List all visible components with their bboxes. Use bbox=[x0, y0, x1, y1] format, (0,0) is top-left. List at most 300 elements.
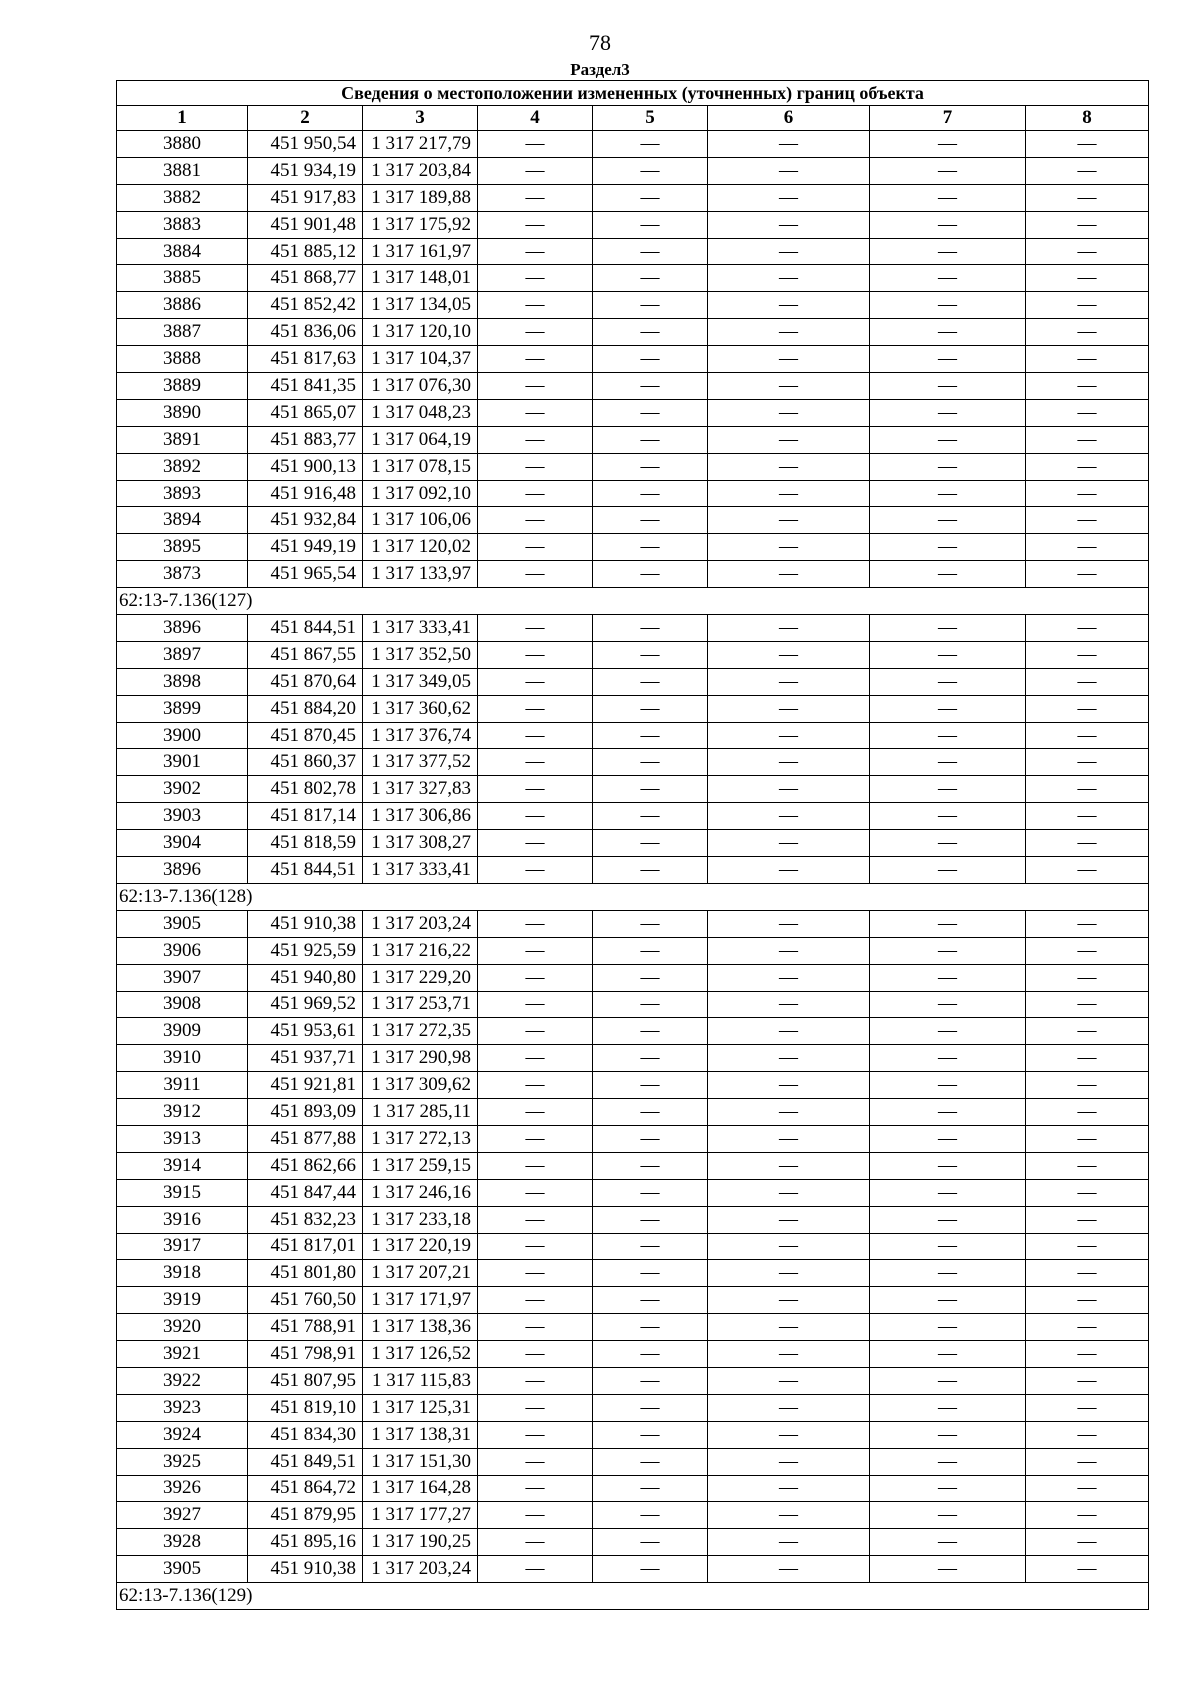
empty-value-cell: — bbox=[708, 857, 870, 884]
x-coordinate-cell: 451 883,77 bbox=[248, 426, 363, 453]
empty-value-cell: — bbox=[478, 695, 593, 722]
table-row bbox=[117, 346, 1149, 373]
empty-value-cell: — bbox=[870, 1233, 1026, 1260]
empty-value-cell: — bbox=[708, 184, 870, 211]
y-coordinate-cell: 1 317 229,20 bbox=[363, 964, 478, 991]
x-coordinate-cell: 451 868,77 bbox=[248, 265, 363, 292]
x-coordinate-cell: 451 932,84 bbox=[248, 507, 363, 534]
empty-value-cell: — bbox=[1026, 1018, 1149, 1045]
table-row bbox=[117, 991, 1149, 1018]
empty-value-cell: — bbox=[870, 722, 1026, 749]
y-coordinate-cell: 1 317 115,83 bbox=[363, 1367, 478, 1394]
y-coordinate-cell: 1 317 092,10 bbox=[363, 480, 478, 507]
empty-value-cell: — bbox=[1026, 1475, 1149, 1502]
point-id-cell: 3911 bbox=[117, 1072, 248, 1099]
point-id-cell: 3921 bbox=[117, 1341, 248, 1368]
empty-value-cell: — bbox=[478, 534, 593, 561]
group-header-row bbox=[117, 1583, 1149, 1610]
parcel-group-label: 62:13-7.136(128) bbox=[117, 883, 1149, 910]
y-coordinate-cell: 1 317 216,22 bbox=[363, 937, 478, 964]
empty-value-cell: — bbox=[593, 722, 708, 749]
column-number: 8 bbox=[1026, 106, 1149, 131]
empty-value-cell: — bbox=[1026, 184, 1149, 211]
table-row bbox=[117, 480, 1149, 507]
empty-value-cell: — bbox=[708, 265, 870, 292]
x-coordinate-cell: 451 860,37 bbox=[248, 749, 363, 776]
empty-value-cell: — bbox=[1026, 373, 1149, 400]
point-id-cell: 3928 bbox=[117, 1529, 248, 1556]
empty-value-cell: — bbox=[870, 803, 1026, 830]
empty-value-cell: — bbox=[708, 991, 870, 1018]
group-header-row bbox=[117, 883, 1149, 910]
table-row bbox=[117, 1125, 1149, 1152]
empty-value-cell: — bbox=[708, 1287, 870, 1314]
x-coordinate-cell: 451 819,10 bbox=[248, 1394, 363, 1421]
table-row bbox=[117, 857, 1149, 884]
point-id-cell: 3905 bbox=[117, 910, 248, 937]
empty-value-cell: — bbox=[593, 991, 708, 1018]
y-coordinate-cell: 1 317 048,23 bbox=[363, 399, 478, 426]
empty-value-cell: — bbox=[708, 641, 870, 668]
empty-value-cell: — bbox=[870, 1125, 1026, 1152]
empty-value-cell: — bbox=[593, 292, 708, 319]
point-id-cell: 3883 bbox=[117, 211, 248, 238]
empty-value-cell: — bbox=[478, 910, 593, 937]
empty-value-cell: — bbox=[593, 1260, 708, 1287]
empty-value-cell: — bbox=[708, 1367, 870, 1394]
y-coordinate-cell: 1 317 203,24 bbox=[363, 1556, 478, 1583]
point-id-cell: 3914 bbox=[117, 1152, 248, 1179]
empty-value-cell: — bbox=[708, 1206, 870, 1233]
x-coordinate-cell: 451 798,91 bbox=[248, 1341, 363, 1368]
empty-value-cell: — bbox=[870, 1099, 1026, 1126]
y-coordinate-cell: 1 317 333,41 bbox=[363, 615, 478, 642]
column-number: 2 bbox=[248, 106, 363, 131]
empty-value-cell: — bbox=[593, 1206, 708, 1233]
empty-value-cell: — bbox=[1026, 1152, 1149, 1179]
group-header-row bbox=[117, 588, 1149, 615]
y-coordinate-cell: 1 317 138,31 bbox=[363, 1421, 478, 1448]
table-row bbox=[117, 1233, 1149, 1260]
parcel-group-label: 62:13-7.136(129) bbox=[117, 1583, 1149, 1610]
y-coordinate-cell: 1 317 259,15 bbox=[363, 1152, 478, 1179]
empty-value-cell: — bbox=[593, 1045, 708, 1072]
y-coordinate-cell: 1 317 133,97 bbox=[363, 561, 478, 588]
empty-value-cell: — bbox=[1026, 346, 1149, 373]
y-coordinate-cell: 1 317 207,21 bbox=[363, 1260, 478, 1287]
empty-value-cell: — bbox=[1026, 776, 1149, 803]
empty-value-cell: — bbox=[1026, 1099, 1149, 1126]
empty-value-cell: — bbox=[593, 857, 708, 884]
empty-value-cell: — bbox=[1026, 534, 1149, 561]
empty-value-cell: — bbox=[870, 373, 1026, 400]
y-coordinate-cell: 1 317 076,30 bbox=[363, 373, 478, 400]
empty-value-cell: — bbox=[1026, 1502, 1149, 1529]
empty-value-cell: — bbox=[708, 399, 870, 426]
empty-value-cell: — bbox=[1026, 641, 1149, 668]
table-body bbox=[117, 131, 1149, 1610]
table-row bbox=[117, 749, 1149, 776]
y-coordinate-cell: 1 317 360,62 bbox=[363, 695, 478, 722]
empty-value-cell: — bbox=[478, 211, 593, 238]
point-id-cell: 3896 bbox=[117, 857, 248, 884]
empty-value-cell: — bbox=[870, 157, 1026, 184]
empty-value-cell: — bbox=[478, 1421, 593, 1448]
y-coordinate-cell: 1 317 306,86 bbox=[363, 803, 478, 830]
empty-value-cell: — bbox=[708, 1475, 870, 1502]
empty-value-cell: — bbox=[478, 1314, 593, 1341]
point-id-cell: 3891 bbox=[117, 426, 248, 453]
x-coordinate-cell: 451 893,09 bbox=[248, 1099, 363, 1126]
x-coordinate-cell: 451 788,91 bbox=[248, 1314, 363, 1341]
empty-value-cell: — bbox=[478, 238, 593, 265]
empty-value-cell: — bbox=[708, 1502, 870, 1529]
y-coordinate-cell: 1 317 161,97 bbox=[363, 238, 478, 265]
empty-value-cell: — bbox=[478, 991, 593, 1018]
table-row bbox=[117, 292, 1149, 319]
y-coordinate-cell: 1 317 177,27 bbox=[363, 1502, 478, 1529]
empty-value-cell: — bbox=[593, 1125, 708, 1152]
section-label: Раздел3 bbox=[570, 60, 630, 79]
table-row bbox=[117, 534, 1149, 561]
empty-value-cell: — bbox=[870, 641, 1026, 668]
y-coordinate-cell: 1 317 175,92 bbox=[363, 211, 478, 238]
empty-value-cell: — bbox=[708, 1260, 870, 1287]
empty-value-cell: — bbox=[593, 131, 708, 158]
coordinates-table-container bbox=[116, 80, 1148, 1610]
empty-value-cell: — bbox=[593, 1448, 708, 1475]
table-row bbox=[117, 507, 1149, 534]
empty-value-cell: — bbox=[1026, 399, 1149, 426]
point-id-cell: 3896 bbox=[117, 615, 248, 642]
empty-value-cell: — bbox=[708, 695, 870, 722]
empty-value-cell: — bbox=[1026, 1125, 1149, 1152]
empty-value-cell: — bbox=[870, 1556, 1026, 1583]
y-coordinate-cell: 1 317 352,50 bbox=[363, 641, 478, 668]
y-coordinate-cell: 1 317 309,62 bbox=[363, 1072, 478, 1099]
x-coordinate-cell: 451 969,52 bbox=[248, 991, 363, 1018]
point-id-cell: 3898 bbox=[117, 668, 248, 695]
x-coordinate-cell: 451 760,50 bbox=[248, 1287, 363, 1314]
empty-value-cell: — bbox=[478, 1233, 593, 1260]
empty-value-cell: — bbox=[870, 1018, 1026, 1045]
table-row bbox=[117, 668, 1149, 695]
empty-value-cell: — bbox=[593, 1475, 708, 1502]
x-coordinate-cell: 451 910,38 bbox=[248, 1556, 363, 1583]
empty-value-cell: — bbox=[593, 776, 708, 803]
empty-value-cell: — bbox=[1026, 1341, 1149, 1368]
empty-value-cell: — bbox=[1026, 803, 1149, 830]
y-coordinate-cell: 1 317 349,05 bbox=[363, 668, 478, 695]
point-id-cell: 3908 bbox=[117, 991, 248, 1018]
empty-value-cell: — bbox=[708, 238, 870, 265]
empty-value-cell: — bbox=[478, 1394, 593, 1421]
table-row bbox=[117, 1260, 1149, 1287]
empty-value-cell: — bbox=[593, 238, 708, 265]
y-coordinate-cell: 1 317 120,02 bbox=[363, 534, 478, 561]
empty-value-cell: — bbox=[593, 1367, 708, 1394]
table-row bbox=[117, 641, 1149, 668]
empty-value-cell: — bbox=[478, 1152, 593, 1179]
empty-value-cell: — bbox=[593, 937, 708, 964]
x-coordinate-cell: 451 801,80 bbox=[248, 1260, 363, 1287]
table-row bbox=[117, 561, 1149, 588]
empty-value-cell: — bbox=[870, 1287, 1026, 1314]
x-coordinate-cell: 451 817,01 bbox=[248, 1233, 363, 1260]
point-id-cell: 3916 bbox=[117, 1206, 248, 1233]
empty-value-cell: — bbox=[870, 507, 1026, 534]
empty-value-cell: — bbox=[870, 1072, 1026, 1099]
empty-value-cell: — bbox=[593, 453, 708, 480]
empty-value-cell: — bbox=[1026, 695, 1149, 722]
empty-value-cell: — bbox=[478, 480, 593, 507]
empty-value-cell: — bbox=[1026, 319, 1149, 346]
x-coordinate-cell: 451 870,45 bbox=[248, 722, 363, 749]
x-coordinate-cell: 451 950,54 bbox=[248, 131, 363, 158]
x-coordinate-cell: 451 925,59 bbox=[248, 937, 363, 964]
empty-value-cell: — bbox=[478, 1045, 593, 1072]
x-coordinate-cell: 451 916,48 bbox=[248, 480, 363, 507]
empty-value-cell: — bbox=[593, 803, 708, 830]
empty-value-cell: — bbox=[478, 1179, 593, 1206]
y-coordinate-cell: 1 317 203,24 bbox=[363, 910, 478, 937]
empty-value-cell: — bbox=[478, 346, 593, 373]
point-id-cell: 3920 bbox=[117, 1314, 248, 1341]
y-coordinate-cell: 1 317 272,13 bbox=[363, 1125, 478, 1152]
empty-value-cell: — bbox=[870, 1206, 1026, 1233]
empty-value-cell: — bbox=[593, 1233, 708, 1260]
empty-value-cell: — bbox=[478, 373, 593, 400]
empty-value-cell: — bbox=[478, 1367, 593, 1394]
x-coordinate-cell: 451 862,66 bbox=[248, 1152, 363, 1179]
empty-value-cell: — bbox=[870, 857, 1026, 884]
y-coordinate-cell: 1 317 126,52 bbox=[363, 1341, 478, 1368]
empty-value-cell: — bbox=[1026, 1448, 1149, 1475]
empty-value-cell: — bbox=[478, 776, 593, 803]
table-row bbox=[117, 964, 1149, 991]
empty-value-cell: — bbox=[708, 1152, 870, 1179]
point-id-cell: 3922 bbox=[117, 1367, 248, 1394]
empty-value-cell: — bbox=[478, 1529, 593, 1556]
table-row bbox=[117, 1502, 1149, 1529]
x-coordinate-cell: 451 867,55 bbox=[248, 641, 363, 668]
x-coordinate-cell: 451 832,23 bbox=[248, 1206, 363, 1233]
x-coordinate-cell: 451 834,30 bbox=[248, 1421, 363, 1448]
x-coordinate-cell: 451 937,71 bbox=[248, 1045, 363, 1072]
y-coordinate-cell: 1 317 078,15 bbox=[363, 453, 478, 480]
empty-value-cell: — bbox=[593, 910, 708, 937]
empty-value-cell: — bbox=[593, 1341, 708, 1368]
empty-value-cell: — bbox=[708, 131, 870, 158]
y-coordinate-cell: 1 317 171,97 bbox=[363, 1287, 478, 1314]
empty-value-cell: — bbox=[593, 319, 708, 346]
table-row bbox=[117, 695, 1149, 722]
empty-value-cell: — bbox=[1026, 857, 1149, 884]
y-coordinate-cell: 1 317 106,06 bbox=[363, 507, 478, 534]
empty-value-cell: — bbox=[708, 480, 870, 507]
empty-value-cell: — bbox=[478, 641, 593, 668]
empty-value-cell: — bbox=[870, 1502, 1026, 1529]
empty-value-cell: — bbox=[708, 373, 870, 400]
table-row bbox=[117, 1072, 1149, 1099]
empty-value-cell: — bbox=[708, 1125, 870, 1152]
empty-value-cell: — bbox=[593, 641, 708, 668]
column-number-row bbox=[117, 106, 1149, 131]
empty-value-cell: — bbox=[478, 399, 593, 426]
empty-value-cell: — bbox=[593, 507, 708, 534]
y-coordinate-cell: 1 317 134,05 bbox=[363, 292, 478, 319]
empty-value-cell: — bbox=[1026, 1529, 1149, 1556]
x-coordinate-cell: 451 879,95 bbox=[248, 1502, 363, 1529]
y-coordinate-cell: 1 317 246,16 bbox=[363, 1179, 478, 1206]
y-coordinate-cell: 1 317 217,79 bbox=[363, 131, 478, 158]
y-coordinate-cell: 1 317 253,71 bbox=[363, 991, 478, 1018]
empty-value-cell: — bbox=[870, 319, 1026, 346]
point-id-cell: 3890 bbox=[117, 399, 248, 426]
point-id-cell: 3897 bbox=[117, 641, 248, 668]
x-coordinate-cell: 451 844,51 bbox=[248, 857, 363, 884]
table-row bbox=[117, 184, 1149, 211]
table-row bbox=[117, 1421, 1149, 1448]
empty-value-cell: — bbox=[478, 292, 593, 319]
point-id-cell: 3895 bbox=[117, 534, 248, 561]
point-id-cell: 3926 bbox=[117, 1475, 248, 1502]
empty-value-cell: — bbox=[870, 1152, 1026, 1179]
x-coordinate-cell: 451 884,20 bbox=[248, 695, 363, 722]
empty-value-cell: — bbox=[478, 426, 593, 453]
empty-value-cell: — bbox=[1026, 964, 1149, 991]
empty-value-cell: — bbox=[593, 373, 708, 400]
empty-value-cell: — bbox=[870, 668, 1026, 695]
point-id-cell: 3900 bbox=[117, 722, 248, 749]
empty-value-cell: — bbox=[708, 1179, 870, 1206]
empty-value-cell: — bbox=[870, 292, 1026, 319]
x-coordinate-cell: 451 934,19 bbox=[248, 157, 363, 184]
empty-value-cell: — bbox=[870, 534, 1026, 561]
empty-value-cell: — bbox=[593, 157, 708, 184]
point-id-cell: 3924 bbox=[117, 1421, 248, 1448]
empty-value-cell: — bbox=[708, 910, 870, 937]
empty-value-cell: — bbox=[478, 1018, 593, 1045]
empty-value-cell: — bbox=[478, 1260, 593, 1287]
empty-value-cell: — bbox=[593, 211, 708, 238]
empty-value-cell: — bbox=[708, 157, 870, 184]
point-id-cell: 3919 bbox=[117, 1287, 248, 1314]
x-coordinate-cell: 451 849,51 bbox=[248, 1448, 363, 1475]
empty-value-cell: — bbox=[593, 1394, 708, 1421]
empty-value-cell: — bbox=[870, 1314, 1026, 1341]
empty-value-cell: — bbox=[1026, 131, 1149, 158]
empty-value-cell: — bbox=[478, 964, 593, 991]
point-id-cell: 3888 bbox=[117, 346, 248, 373]
empty-value-cell: — bbox=[870, 211, 1026, 238]
x-coordinate-cell: 451 940,80 bbox=[248, 964, 363, 991]
empty-value-cell: — bbox=[870, 910, 1026, 937]
empty-value-cell: — bbox=[1026, 1421, 1149, 1448]
point-id-cell: 3925 bbox=[117, 1448, 248, 1475]
empty-value-cell: — bbox=[870, 265, 1026, 292]
empty-value-cell: — bbox=[870, 453, 1026, 480]
empty-value-cell: — bbox=[1026, 1394, 1149, 1421]
empty-value-cell: — bbox=[1026, 1206, 1149, 1233]
empty-value-cell: — bbox=[708, 1018, 870, 1045]
point-id-cell: 3905 bbox=[117, 1556, 248, 1583]
empty-value-cell: — bbox=[708, 1099, 870, 1126]
empty-value-cell: — bbox=[1026, 453, 1149, 480]
y-coordinate-cell: 1 317 151,30 bbox=[363, 1448, 478, 1475]
empty-value-cell: — bbox=[478, 1206, 593, 1233]
page-number: 78 bbox=[589, 30, 611, 55]
empty-value-cell: — bbox=[870, 1179, 1026, 1206]
parcel-group-label: 62:13-7.136(127) bbox=[117, 588, 1149, 615]
empty-value-cell: — bbox=[870, 615, 1026, 642]
table-row bbox=[117, 803, 1149, 830]
empty-value-cell: — bbox=[708, 561, 870, 588]
point-id-cell: 3894 bbox=[117, 507, 248, 534]
empty-value-cell: — bbox=[708, 507, 870, 534]
empty-value-cell: — bbox=[870, 991, 1026, 1018]
empty-value-cell: — bbox=[478, 561, 593, 588]
point-id-cell: 3886 bbox=[117, 292, 248, 319]
x-coordinate-cell: 451 817,14 bbox=[248, 803, 363, 830]
empty-value-cell: — bbox=[593, 1152, 708, 1179]
empty-value-cell: — bbox=[593, 1287, 708, 1314]
empty-value-cell: — bbox=[478, 1475, 593, 1502]
x-coordinate-cell: 451 802,78 bbox=[248, 776, 363, 803]
empty-value-cell: — bbox=[870, 1260, 1026, 1287]
point-id-cell: 3927 bbox=[117, 1502, 248, 1529]
y-coordinate-cell: 1 317 285,11 bbox=[363, 1099, 478, 1126]
empty-value-cell: — bbox=[708, 1045, 870, 1072]
column-number: 3 bbox=[363, 106, 478, 131]
table-row bbox=[117, 238, 1149, 265]
empty-value-cell: — bbox=[593, 1556, 708, 1583]
empty-value-cell: — bbox=[708, 964, 870, 991]
empty-value-cell: — bbox=[708, 1529, 870, 1556]
empty-value-cell: — bbox=[478, 668, 593, 695]
empty-value-cell: — bbox=[1026, 292, 1149, 319]
column-number: 6 bbox=[708, 106, 870, 131]
empty-value-cell: — bbox=[478, 615, 593, 642]
table-row bbox=[117, 1475, 1149, 1502]
empty-value-cell: — bbox=[1026, 1072, 1149, 1099]
y-coordinate-cell: 1 317 220,19 bbox=[363, 1233, 478, 1260]
point-id-cell: 3884 bbox=[117, 238, 248, 265]
empty-value-cell: — bbox=[593, 561, 708, 588]
y-coordinate-cell: 1 317 190,25 bbox=[363, 1529, 478, 1556]
empty-value-cell: — bbox=[478, 1099, 593, 1126]
empty-value-cell: — bbox=[870, 776, 1026, 803]
point-id-cell: 3903 bbox=[117, 803, 248, 830]
empty-value-cell: — bbox=[708, 1341, 870, 1368]
y-coordinate-cell: 1 317 308,27 bbox=[363, 830, 478, 857]
table-row bbox=[117, 399, 1149, 426]
empty-value-cell: — bbox=[1026, 615, 1149, 642]
table-row bbox=[117, 1314, 1149, 1341]
empty-value-cell: — bbox=[593, 695, 708, 722]
empty-value-cell: — bbox=[1026, 157, 1149, 184]
empty-value-cell: — bbox=[593, 534, 708, 561]
y-coordinate-cell: 1 317 104,37 bbox=[363, 346, 478, 373]
x-coordinate-cell: 451 885,12 bbox=[248, 238, 363, 265]
empty-value-cell: — bbox=[478, 1125, 593, 1152]
empty-value-cell: — bbox=[478, 857, 593, 884]
empty-value-cell: — bbox=[708, 1314, 870, 1341]
point-id-cell: 3917 bbox=[117, 1233, 248, 1260]
empty-value-cell: — bbox=[870, 1045, 1026, 1072]
empty-value-cell: — bbox=[870, 1421, 1026, 1448]
point-id-cell: 3889 bbox=[117, 373, 248, 400]
